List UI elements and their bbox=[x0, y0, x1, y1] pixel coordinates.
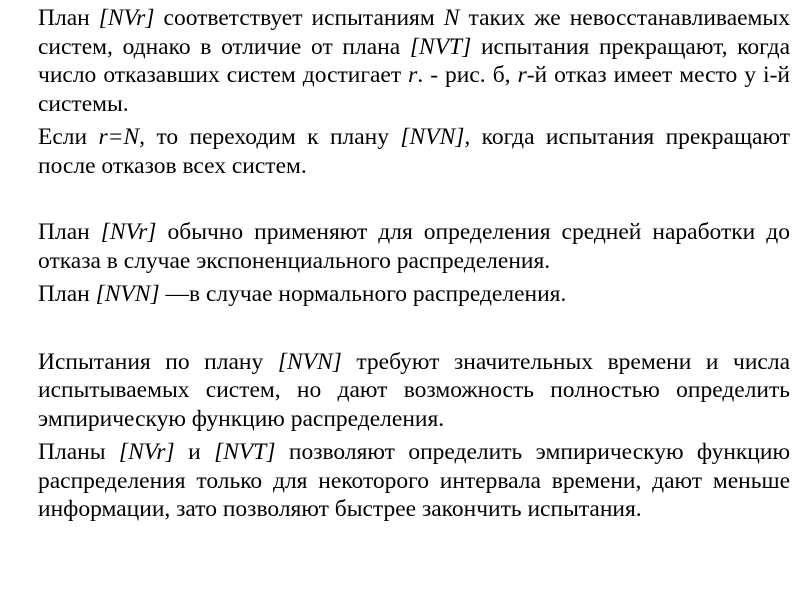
text-run: обычно применяют для определения средней наработки до отказа в случае экспоненциального распределения. bbox=[38, 219, 790, 274]
italic-term: [NVN] bbox=[277, 348, 342, 375]
italic-term: r=N, bbox=[98, 124, 146, 150]
document-body bbox=[38, 4, 790, 524]
text-run: требуют значительных времени и числа испытываемых систем, но дают возможность полностью определить эмпирическую функцию распределения. bbox=[38, 348, 791, 432]
paragraph-nvn-usage bbox=[38, 280, 790, 309]
text-run: Испытания по плану bbox=[38, 348, 278, 375]
italic-term: [NVT] bbox=[409, 33, 472, 60]
text-run: испытания прекращают, когда число отказавших систем достигает bbox=[38, 33, 791, 88]
italic-term: [NVT] bbox=[214, 439, 276, 465]
text-run: План bbox=[38, 5, 99, 31]
text-run: когда испытания прекращают после отказов всех систем. bbox=[38, 124, 790, 179]
paragraph-r-equals-n bbox=[38, 123, 790, 180]
text-run: Если bbox=[38, 124, 99, 150]
italic-term: [NVr] bbox=[98, 5, 155, 31]
italic-term: [NVr] bbox=[100, 219, 157, 245]
text-run: позволяют определить эмпирическую функцию распределения только для некоторого интервала времени, дают меньше информации, зато позволяют быстрее закончить испытания. bbox=[38, 439, 791, 522]
text-run: План bbox=[38, 219, 101, 245]
paragraph-plan-nvr-definition bbox=[38, 4, 790, 118]
italic-term: [NVr] bbox=[118, 439, 175, 465]
text-run: таких же невосстанавливаемых систем, однако в отличие от плана bbox=[38, 5, 790, 60]
italic-term: [NVN] bbox=[95, 281, 160, 307]
italic-term: r bbox=[517, 62, 527, 88]
text-run: . - рис. б, bbox=[417, 62, 518, 88]
text-run: —в случае нормального распределения. bbox=[159, 281, 567, 307]
paragraph-nvr-nvt-comparison bbox=[38, 438, 790, 524]
italic-term: r bbox=[408, 62, 418, 88]
text-run: -й отказ имеет место у i-й системы. bbox=[38, 62, 790, 117]
text-run: План bbox=[38, 281, 96, 307]
italic-term: N bbox=[443, 5, 460, 31]
text-run: Планы bbox=[38, 439, 119, 465]
text-run: соответствует испытаниям bbox=[154, 5, 444, 31]
italic-term: [NVN], bbox=[400, 124, 471, 150]
paragraph-nvr-usage bbox=[38, 218, 790, 275]
text-run: то переходим к плану bbox=[145, 124, 401, 150]
text-run: и bbox=[174, 439, 215, 465]
paragraph-nvn-requirements bbox=[38, 348, 790, 434]
